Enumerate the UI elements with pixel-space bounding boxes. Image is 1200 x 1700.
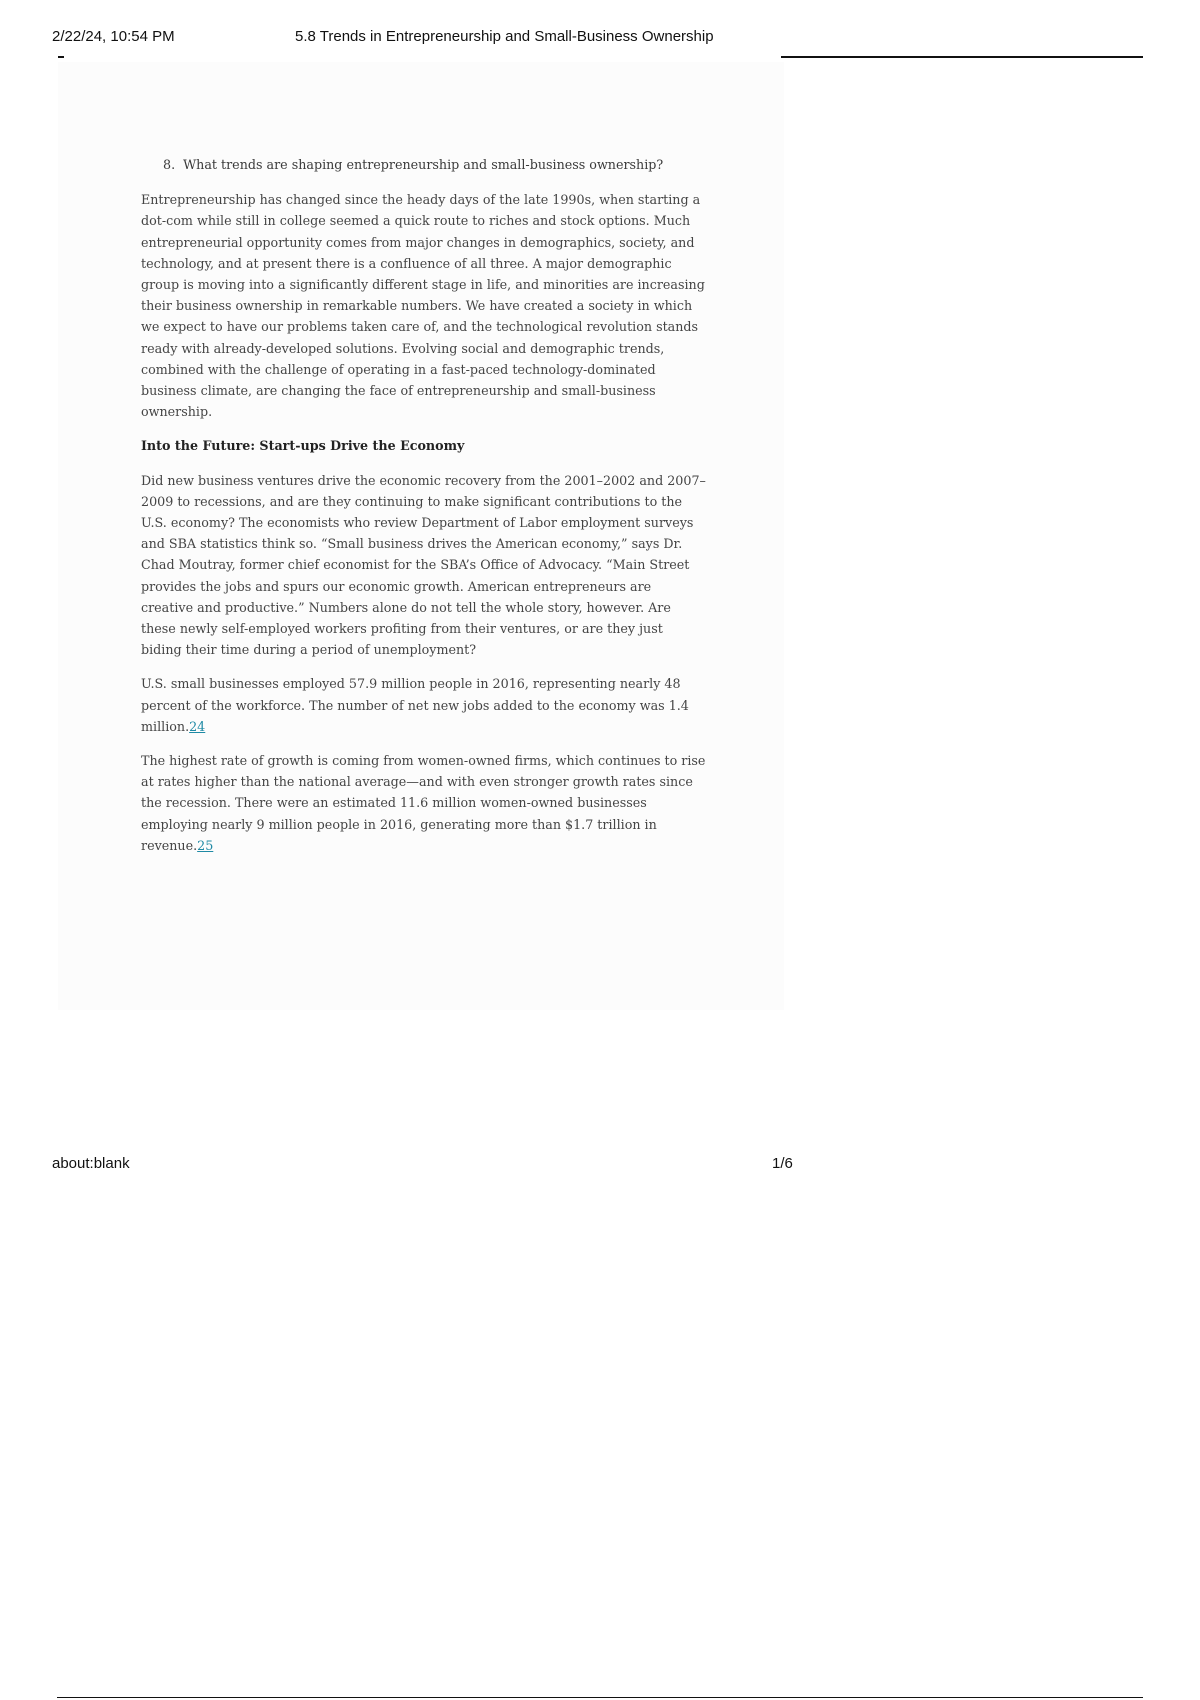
paragraph-employment: [141, 673, 707, 737]
header-rule: [781, 56, 1143, 58]
footnote-link-25[interactable]: 25: [197, 837, 214, 853]
paragraph-women-owned-text: The highest rate of growth is coming from women-owned firms, which continues to rise at rates higher than the national average—and with even stronger growth rates since the recession. There were an estimated 11.6 million women-owned businesses employing nearly 9 million people in 2016, generating more than $1.7 trillion in revenue.: [141, 753, 706, 853]
paragraph-employment-text: U.S. small businesses employed 57.9 million people in 2016, representing nearly 48 percent of the workforce. The number of net new jobs added to the economy was 1.4 million.: [141, 676, 689, 734]
objective-text: What trends are shaping entrepreneurship and small-business ownership?: [183, 157, 664, 172]
print-url: about:blank: [52, 1155, 130, 1172]
learning-objective: [141, 154, 707, 175]
paragraph-women-owned: [141, 750, 707, 856]
print-datetime: 2/22/24, 10:54 PM: [52, 28, 175, 45]
article-body: [141, 154, 707, 869]
paragraph-startups: Did new business ventures drive the economic recovery from the 2001–2002 and 2007–2009 to recessions, and are they continuing to make significant contributions to the U.S. economy? The economists who review Department of Labor employment surveys and SBA statistics think so. “Small business drives the American economy,” says Dr. Chad Moutray, former chief economist for the SBA’s Office of Advocacy. “Main Street provides the jobs and spurs our economic growth. American entrepreneurs are creative and productive.” Numbers alone do not tell the whole story, however. Are these newly self-employed workers profiting from their ventures, or are they just biding their time during a period of unemployment?: [141, 472, 706, 658]
objective-number: 8.: [163, 157, 176, 172]
section-heading: Into the Future: Start-ups Drive the Economy: [141, 438, 465, 454]
footer-rule: [57, 1697, 1143, 1698]
print-page-number: 1/6: [772, 1155, 793, 1172]
footnote-link-24[interactable]: 24: [189, 718, 206, 734]
print-page-title: 5.8 Trends in Entrepreneurship and Small-Business Ownership: [295, 28, 714, 45]
header-tick-mark: [58, 56, 64, 58]
paragraph-intro: Entrepreneurship has changed since the heady days of the late 1990s, when starting a dot-com while still in college seemed a quick route to riches and stock options. Much entrepreneurial opportunity comes from major changes in demographics, society, and technology, and at present there is a confluence of all three. A major demographic group is moving into a significantly different stage in life, and minorities are increasing their business ownership in remarkable numbers. We have created a society in which we expect to have our problems taken care of, and the technological revolution stands ready with already-developed solutions. Evolving social and demographic trends, combined with the challenge of operating in a fast-paced technology-dominated business climate, are changing the face of entrepreneurship and small-business ownership.: [141, 192, 705, 420]
